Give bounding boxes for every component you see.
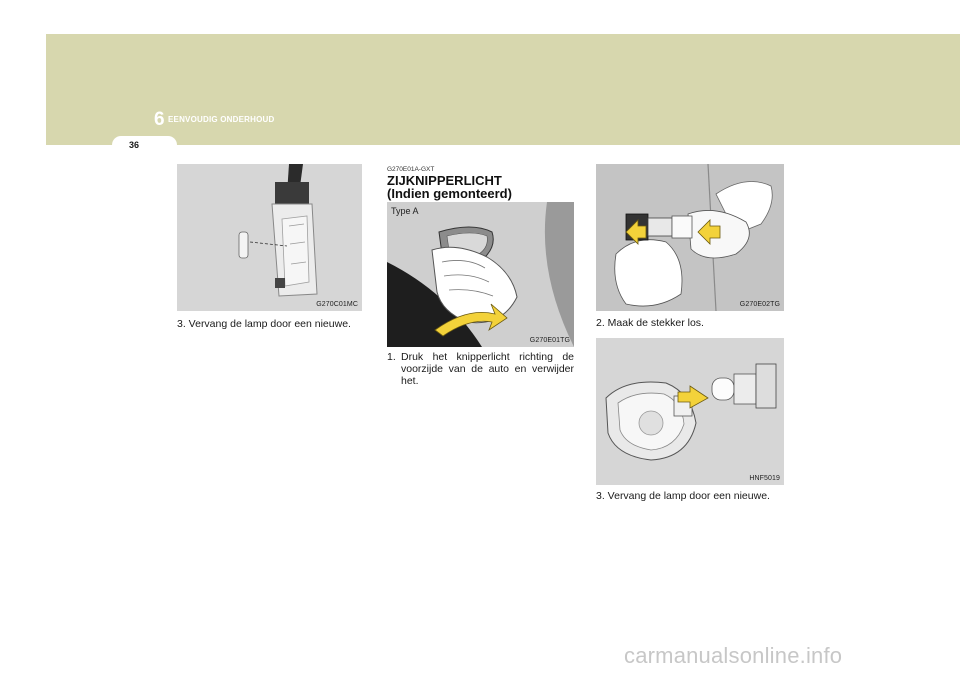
figure-code: HNF5019 (749, 475, 780, 482)
chapter-title: EENVOUDIG ONDERHOUD (168, 115, 275, 124)
side-indicator-press-illustration (387, 202, 574, 347)
right-step-2: 2. Maak de stekker los. (596, 317, 704, 329)
left-step-3: 3. Vervang de lamp door een nieuwe. (177, 318, 351, 330)
figure-replace-bulb (596, 338, 784, 485)
figure-disconnect-connector (596, 164, 784, 311)
section-title-line-1: ZIJKNIPPERLICHT (387, 173, 502, 188)
figure-side-indicator-press (387, 202, 574, 347)
chapter-number: 6 (154, 109, 165, 130)
middle-step-1 (387, 351, 574, 387)
bulb-holder-illustration (177, 164, 362, 311)
figure-code: G270E02TG (739, 301, 780, 308)
section-title (387, 174, 587, 200)
watermark: carmanualsonline.info (624, 643, 843, 668)
section-code: G270E01A-GXT (387, 166, 435, 173)
page-number: 36 (128, 140, 139, 150)
figure-code: G270C01MC (316, 301, 358, 308)
step-text: Druk het knipperlicht richting de voorzijde van de auto en verwijder het. (401, 351, 574, 387)
section-title-line-2: (Indien gemonteerd) (387, 186, 512, 201)
figure-bulb-holder (177, 164, 362, 311)
step-number: 1. (387, 351, 396, 363)
header-band (46, 34, 960, 145)
right-step-3: 3. Vervang de lamp door een nieuwe. (596, 490, 770, 502)
replace-bulb-illustration (596, 338, 784, 485)
type-label: Type A (391, 206, 419, 216)
disconnect-connector-illustration (596, 164, 784, 311)
figure-code: G270E01TG (529, 337, 570, 344)
